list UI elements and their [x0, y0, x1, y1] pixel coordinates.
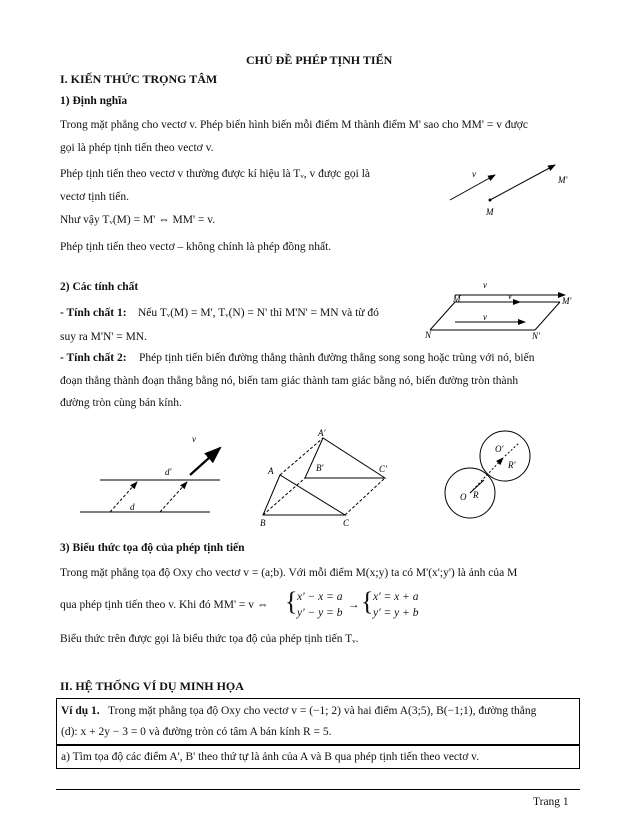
fig4-b-label: B: [260, 518, 266, 528]
system-brace-1: {: [285, 587, 298, 616]
definition-line-5: Như vậy Tᵥ(M) = M' ⇔ MM' = v.: [60, 214, 216, 226]
fig5-rp-label: R': [508, 460, 516, 470]
system-brace-2: {: [361, 587, 374, 616]
subheading-definition: 1) Định nghĩa: [60, 95, 128, 107]
definition-line-3: Phép tịnh tiến theo vectơ v thường được kí hiệu là Tᵥ, v được gọi là: [60, 168, 371, 180]
fig2-v-label-1: v: [483, 280, 487, 290]
section-heading-1: I. KIẾN THỨC TRỌNG TÂM: [60, 72, 218, 86]
fig4-cp-label: C': [379, 464, 387, 474]
definition-line-2: gọi là phép tịnh tiến theo vectơ v.: [60, 142, 214, 154]
property-1-text-2: suy ra M'N' = MN.: [60, 331, 147, 343]
subheading-coordinates: 3) Biểu thức tọa độ của phép tịnh tiến: [60, 542, 245, 554]
page-number: Trang 1: [533, 796, 569, 808]
system-1-eq-b: y' − y = b: [297, 607, 343, 619]
fig3-dp-label: d': [165, 467, 172, 477]
section-heading-2: II. HỆ THỐNG VÍ DỤ MINH HỌA: [60, 679, 244, 693]
figure-translation-vector: [440, 155, 580, 225]
figure-property-1: [425, 280, 585, 340]
property-2-text-3: đường tròn cùng bán kính.: [60, 397, 182, 409]
fig4-a-label: A: [268, 466, 274, 476]
coords-line-3: Biểu thức trên được gọi là biểu thức tọa độ của phép tịnh tiến Tᵥ.: [60, 633, 359, 645]
definition-line-4: vectơ tịnh tiến.: [60, 191, 129, 203]
property-2-label: - Tính chất 2:: [60, 352, 127, 364]
footer-rule: [56, 789, 580, 790]
fig4-c-label: C: [343, 518, 350, 528]
example-text-1: Trong mặt phẳng tọa độ Oxy cho vectơ v = (−1; 2) và hai điểm A(3;5), B(−1;1), đường thẳng: [108, 705, 537, 717]
fig5-r-label: R: [473, 490, 479, 500]
example-text-3: a) Tìm tọa độ các điểm A', B' theo thứ tự là ảnh của A và B qua phép tịnh tiến theo vectơ v.: [61, 751, 480, 763]
fig5-o-label: O: [460, 492, 467, 502]
fig1-v-label: v: [472, 169, 476, 179]
property-1-text: Nếu Tᵥ(M) = M', Tᵥ(N) = N' thì M'N' = MN và từ đó: [138, 307, 379, 319]
coords-line-2: qua phép tịnh tiến theo v. Khi đó MM' = v ⇔: [60, 599, 269, 611]
fig3-v-label: v: [192, 434, 196, 444]
example-label: Ví dụ 1.: [61, 705, 100, 717]
property-1-label: - Tính chất 1:: [60, 307, 127, 319]
fig2-m-label: M: [453, 294, 461, 304]
example-text-2: (d): x + 2y − 3 = 0 và đường tròn có tâm A bán kính R = 5.: [61, 726, 332, 738]
fig5-op-label: O': [495, 444, 504, 454]
figure-circles: [440, 428, 560, 523]
figure-triangles: [255, 430, 405, 530]
fig1-m-label: M: [486, 207, 494, 217]
fig1-mp-label: M': [558, 175, 568, 185]
property-2-text-2: đoạn thẳng thành đoạn thẳng bằng nó, biến tam giác thành tam giác bằng nó, biến đường tròn thành: [60, 375, 519, 387]
fig4-ap-label: A': [318, 428, 326, 438]
system-2-eq-b: y' = y + b: [373, 607, 419, 619]
system-2-eq-a: x' = x + a: [373, 591, 419, 603]
system-1-eq-a: x' − x = a: [297, 591, 343, 603]
fig2-v-label-2: v: [508, 291, 512, 301]
fig2-n-label: N: [425, 330, 432, 340]
coords-line-1: Trong mặt phẳng tọa độ Oxy cho vectơ v = (a;b). Với mỗi điểm M(x;y) ta có M'(x';y') là ảnh của M: [60, 567, 518, 579]
fig2-np-label: N': [532, 331, 540, 341]
definition-line-6: Phép tịnh tiến theo vectơ – không chính là phép đồng nhất.: [60, 241, 332, 253]
system-arrow: →: [348, 599, 360, 611]
page-title: CHỦ ĐỀ PHÉP TỊNH TIẾN: [246, 53, 393, 67]
fig2-mp-label: M': [562, 296, 572, 306]
figure-parallel-lines: [80, 430, 230, 525]
fig3-d-label: d: [130, 502, 135, 512]
property-2-text: Phép tịnh tiến biến đường thẳng thành đường thẳng song song hoặc trùng với nó, biến: [139, 352, 535, 364]
fig2-v-label-3: v: [483, 312, 487, 322]
definition-line-1: Trong mặt phẳng cho vectơ v. Phép biến hình biến mỗi điểm M thành điểm M' sao cho MM' = v được: [60, 119, 528, 131]
fig4-bp-label: B': [316, 463, 324, 473]
subheading-properties: 2) Các tính chất: [60, 281, 139, 293]
